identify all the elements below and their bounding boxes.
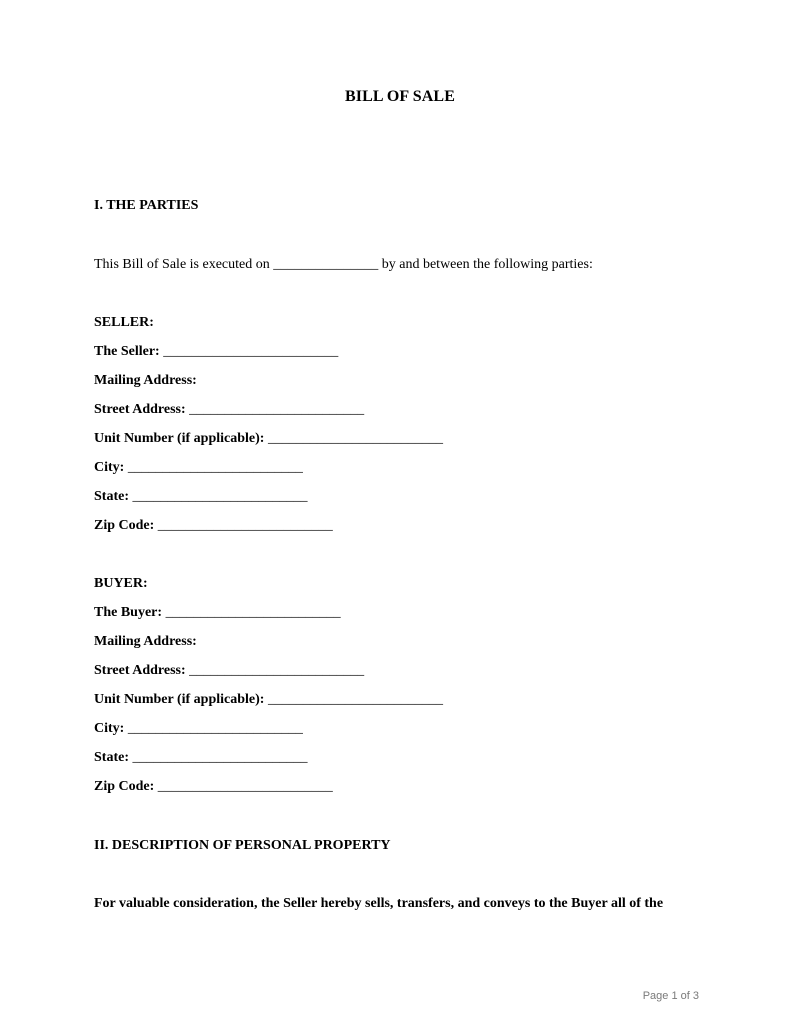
seller-heading: SELLER:	[94, 315, 154, 330]
section-heading-parties: I. THE PARTIES	[94, 198, 199, 213]
seller-name-blank[interactable]: _________________________	[163, 344, 339, 359]
page-number: Page 1 of 3	[642, 990, 699, 1002]
buyer-name-label: The Buyer:	[94, 605, 163, 620]
buyer-street-blank[interactable]: _________________________	[189, 663, 365, 678]
buyer-name-blank[interactable]: _________________________	[165, 605, 341, 620]
seller-state-row	[94, 488, 308, 506]
seller-zip-row	[94, 517, 333, 535]
seller-city-label: City:	[94, 460, 125, 475]
buyer-heading: BUYER:	[94, 576, 148, 591]
seller-unit-blank[interactable]: _________________________	[267, 431, 443, 446]
buyer-zip-blank[interactable]: _________________________	[157, 779, 333, 794]
buyer-street-label: Street Address:	[94, 663, 186, 678]
buyer-name-row	[94, 604, 341, 622]
buyer-city-blank[interactable]: _________________________	[127, 721, 303, 736]
seller-name-row	[94, 343, 338, 361]
seller-street-blank[interactable]: _________________________	[189, 402, 365, 417]
buyer-city-label: City:	[94, 721, 125, 736]
buyer-zip-label: Zip Code:	[94, 779, 155, 794]
seller-state-blank[interactable]: _________________________	[132, 489, 308, 504]
section-heading-property: II. DESCRIPTION OF PERSONAL PROPERTY	[94, 838, 391, 853]
seller-unit-label: Unit Number (if applicable):	[94, 431, 265, 446]
buyer-unit-row	[94, 691, 443, 709]
seller-city-row	[94, 459, 303, 477]
document-title: BILL OF SALE	[345, 88, 455, 105]
buyer-unit-blank[interactable]: _________________________	[267, 692, 443, 707]
buyer-state-label: State:	[94, 750, 129, 765]
property-paragraph: For valuable consideration, the Seller hereby sells, transfers, and conveys to the Buyer all of the	[94, 896, 664, 911]
intro-text-after: by and between the following parties:	[378, 257, 593, 272]
buyer-state-row	[94, 749, 308, 767]
buyer-street-row	[94, 662, 364, 680]
execution-date-blank[interactable]: _______________	[273, 257, 379, 272]
intro-text-before: This Bill of Sale is executed on	[94, 257, 274, 272]
buyer-zip-row	[94, 778, 333, 796]
buyer-unit-label: Unit Number (if applicable):	[94, 692, 265, 707]
seller-state-label: State:	[94, 489, 129, 504]
buyer-mailing-label: Mailing Address:	[94, 634, 197, 649]
seller-zip-label: Zip Code:	[94, 518, 155, 533]
seller-street-row	[94, 401, 364, 419]
seller-street-label: Street Address:	[94, 402, 186, 417]
seller-unit-row	[94, 430, 443, 448]
intro-paragraph	[94, 256, 593, 274]
buyer-city-row	[94, 720, 303, 738]
seller-mailing-label: Mailing Address:	[94, 373, 197, 388]
seller-city-blank[interactable]: _________________________	[127, 460, 303, 475]
buyer-state-blank[interactable]: _________________________	[132, 750, 308, 765]
seller-zip-blank[interactable]: _________________________	[157, 518, 333, 533]
seller-name-label: The Seller:	[94, 344, 160, 359]
